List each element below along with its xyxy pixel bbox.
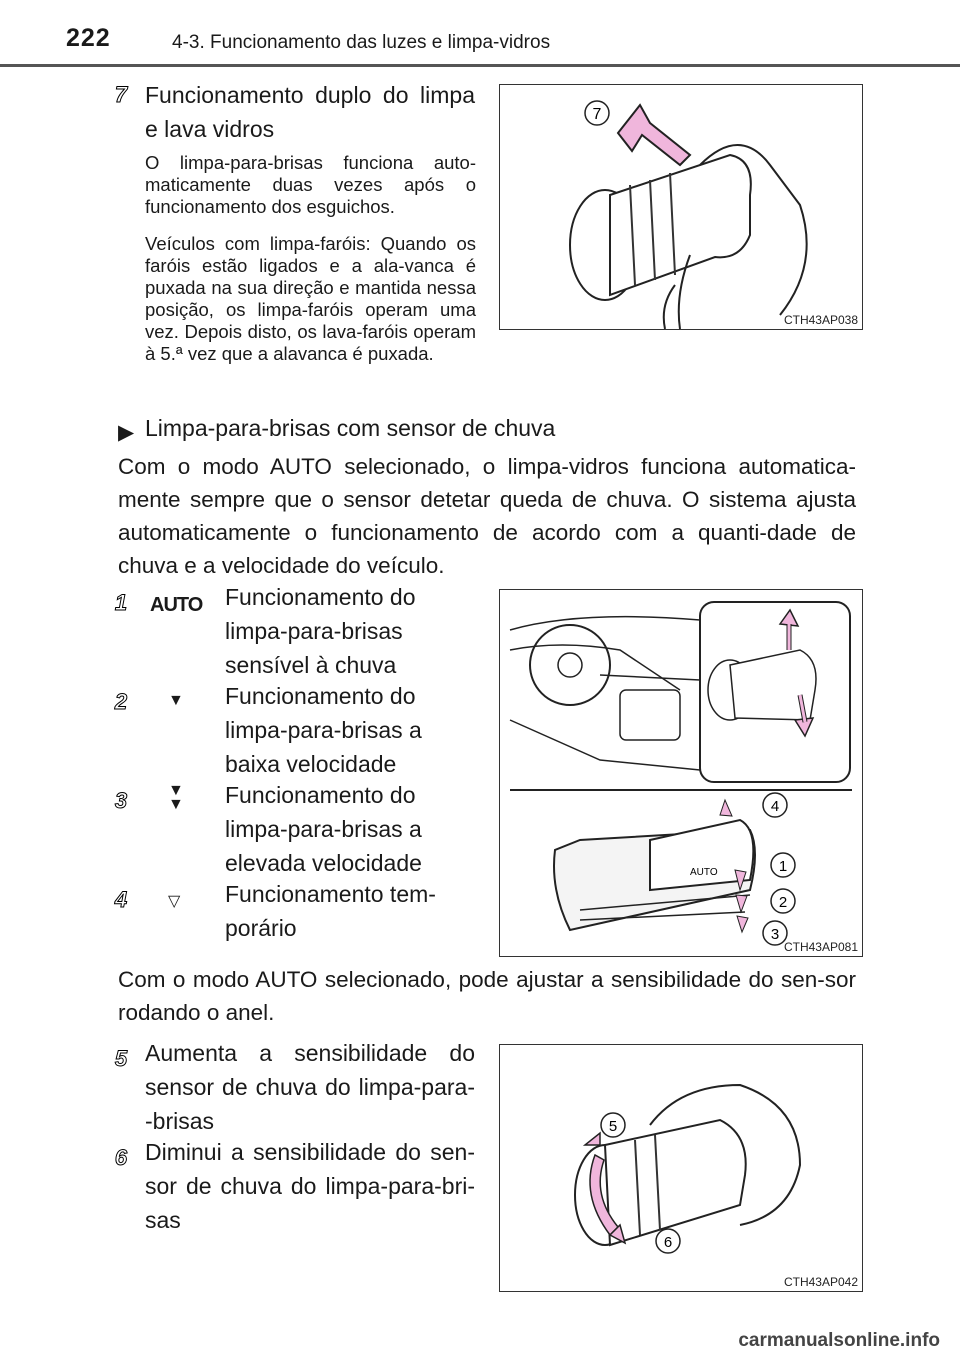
section-title: 4-3. Funcionamento das luzes e limpa-vidros [172, 32, 551, 53]
callout-3: 3 [770, 926, 780, 943]
item3-text: Funcionamento do limpa-para-brisas a elevada velocidade [225, 782, 422, 876]
high-speed-icon: ▼▼ [168, 782, 184, 813]
header-divider [0, 64, 960, 67]
item6-marker: 6 [114, 1145, 128, 1170]
item7-marker: 7 [114, 82, 128, 107]
auto-symbol: AUTO [150, 594, 203, 616]
figure-double-wash-callout: 7 [592, 106, 602, 123]
watermark: carmanualsonline.info [738, 1330, 940, 1351]
item5-marker: 5 [114, 1046, 128, 1071]
item2-marker: 2 [114, 689, 128, 714]
figure-code-081: CTH43AP081 [783, 940, 858, 954]
temporary-icon: ▽ [168, 893, 181, 910]
rain-sensor-heading: Limpa-para-brisas com sensor de chuva [145, 415, 556, 441]
item4-text: Funcionamento tem- porário [225, 881, 436, 941]
figure-rain-sensor-illustration [500, 590, 862, 956]
item3-marker: 3 [114, 788, 128, 813]
item1-marker: 1 [114, 590, 128, 615]
callout-4: 4 [770, 798, 780, 815]
item7-para2: Veículos com limpa-faróis: Quando os faróis estão ligados e a ala-vanca é puxada na sua direção e mantida nessa posição, os limpa-faróis operam uma vez. Depois disto, os lava-faróis operam à 5.ª vez que a alavanca é puxada. [145, 233, 476, 364]
low-speed-icon: ▼ [168, 692, 184, 709]
item5-text: Aumenta a sensibilidade do sensor de chuva do limpa-para--brisas [145, 1040, 475, 1134]
lever-auto-label: AUTO [690, 867, 718, 878]
figure-code-042: CTH43AP042 [783, 1275, 858, 1289]
heading-triangle-icon: ▶ [118, 421, 135, 444]
callout-6: 6 [663, 1234, 673, 1251]
item1-text: Funcionamento do limpa-para-brisas sensível à chuva [225, 584, 416, 678]
figure-double-wash [499, 84, 863, 330]
callout-1: 1 [778, 858, 788, 875]
item4-marker: 4 [114, 887, 128, 912]
figure-code-038: CTH43AP038 [783, 313, 858, 327]
figure-double-wash-illustration [500, 85, 862, 329]
figure-sensitivity-illustration [500, 1045, 862, 1291]
page-number: 222 [66, 24, 111, 52]
item7-para1: O limpa-para-brisas funciona auto-maticamente duas vezes após o funcionamento dos esguichos. [145, 152, 476, 217]
figure-rain-sensor [499, 589, 863, 957]
sensitivity-paragraph: Com o modo AUTO selecionado, pode ajustar a sensibilidade do sen-sor rodando o anel. [118, 967, 856, 1025]
callout-2: 2 [778, 894, 788, 911]
rain-sensor-paragraph: Com o modo AUTO selecionado, o limpa-vidros funciona automatica-mente sempre que o sensor detetar queda de chuva. O sistema ajusta automaticamente o funcionamento de acordo com a quanti-dade de chuva e a velocidade do veículo. [118, 454, 856, 578]
item6-text: Diminui a sensibilidade do sen-sor de chuva do limpa-para-bri-sas [145, 1139, 475, 1233]
item7-title: Funcionamento duplo do limpa e lava vidros [145, 82, 475, 142]
figure-sensitivity [499, 1044, 863, 1292]
item2-text: Funcionamento do limpa-para-brisas a baixa velocidade [225, 683, 422, 777]
callout-5: 5 [608, 1118, 618, 1135]
